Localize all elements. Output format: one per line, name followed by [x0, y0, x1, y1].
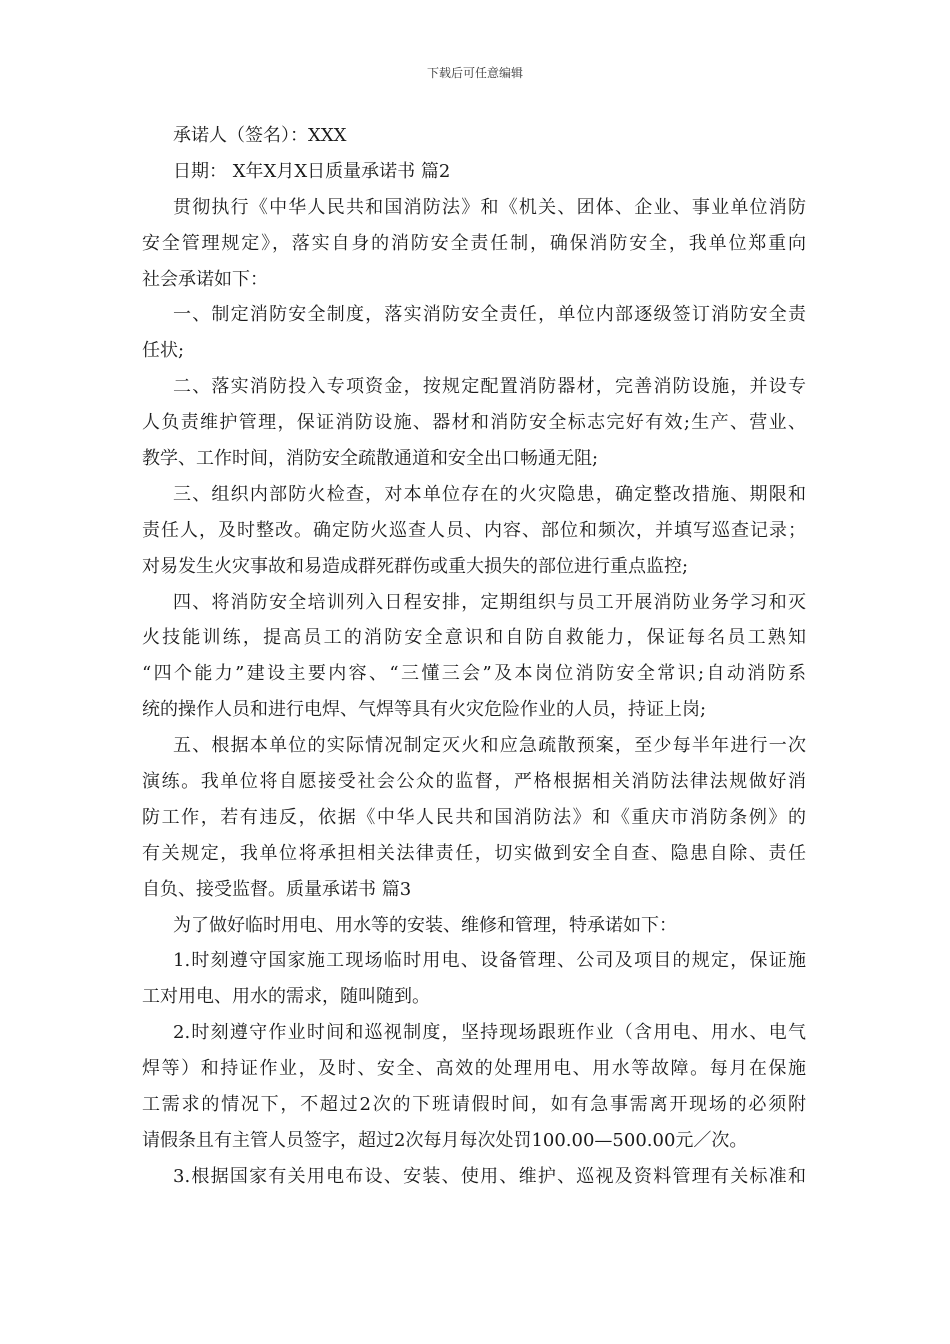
text-line: 统的操作人员和进行电焊、气焊等具有火灾危险作业的人员，持证上岗;: [142, 699, 707, 721]
text-line: 工对用电、用水的需求，随叫随到。: [142, 986, 430, 1008]
text-line: 演练。我单位将自愿接受社会公众的监督，严格根据相关消防法律法规做好消: [142, 771, 806, 793]
text-line: 社会承诺如下：: [142, 268, 268, 290]
text-line: 五、根据本单位的实际情况制定灭火和应急疏散预案，至少每半年进行一次: [173, 735, 806, 757]
text-line: 防工作，若有违反，依据《中华人民共和国消防法》和《重庆市消防条例》的: [142, 806, 806, 828]
text-line: 二、落实消防投入专项资金，按规定配置消防器材，完善消防设施，并设专: [173, 376, 806, 398]
document-body: [142, 118, 806, 1195]
text-line: 3.根据国家有关用电布设、安装、使用、维护、巡视及资料管理有关标准和: [173, 1165, 806, 1187]
text-line: 四、将消防安全培训列入日程安排，定期组织与员工开展消防业务学习和灭: [173, 591, 806, 613]
text-line: 焊等）和持证作业，及时、安全、高效的处理用电、用水等故障。每月在保施: [142, 1058, 806, 1080]
text-line: 请假条且有主管人员签字，超过2次每月每次处罚100.00—500.00元／次。: [142, 1129, 748, 1151]
text-line: “四个能力”建设主要内容、“三懂三会”及本岗位消防安全常识;自动消防系: [142, 663, 806, 685]
text-line: 2.时刻遵守作业时间和巡视制度，坚持现场跟班作业（含用电、用水、电气: [173, 1022, 806, 1044]
text-line: 日期： X年X月X日质量承诺书 篇2: [173, 160, 451, 182]
text-line: 火技能训练，提高员工的消防安全意识和自防自救能力，保证每名员工熟知: [142, 627, 806, 649]
text-line: 任状;: [142, 340, 185, 362]
text-line: 对易发生火灾事故和易造成群死群伤或重大损失的部位进行重点监控;: [142, 555, 689, 577]
page-header: 下载后可任意编辑: [426, 66, 523, 80]
text-line: 教学、工作时间，消防安全疏散通道和安全出口畅通无阻;: [142, 448, 599, 470]
text-line: 1.时刻遵守国家施工现场临时用电、设备管理、公司及项目的规定，保证施: [173, 950, 806, 972]
text-line: 自负、接受监督。质量承诺书 篇3: [142, 878, 412, 900]
text-line: 三、组织内部防火检查，对本单位存在的火灾隐患，确定整改措施、期限和: [173, 483, 806, 505]
text-line: 为了做好临时用电、用水等的安装、维修和管理，特承诺如下：: [173, 914, 677, 936]
text-line: 有关规定，我单位将承担相关法律责任，切实做到安全自查、隐患自除、责任: [142, 842, 806, 864]
text-line: 责任人，及时整改。确定防火巡查人员、内容、部位和频次，并填写巡查记录；: [142, 519, 806, 541]
text-line: 工需求的情况下，不超过2次的下班请假时间，如有急事需离开现场的必须附: [142, 1094, 806, 1116]
text-line: 安全管理规定》，落实自身的消防安全责任制，确保消防安全，我单位郑重向: [142, 232, 806, 254]
text-line: 人负责维护管理，保证消防设施、器材和消防安全标志完好有效;生产、营业、: [142, 412, 806, 434]
text-line: 承诺人（签名）：XXX: [173, 125, 347, 146]
text-line: 贯彻执行《中华人民共和国消防法》和《机关、团体、企业、事业单位消防: [173, 196, 806, 218]
text-line: 一、制定消防安全制度，落实消防安全责任，单位内部逐级签订消防安全责: [173, 304, 806, 326]
